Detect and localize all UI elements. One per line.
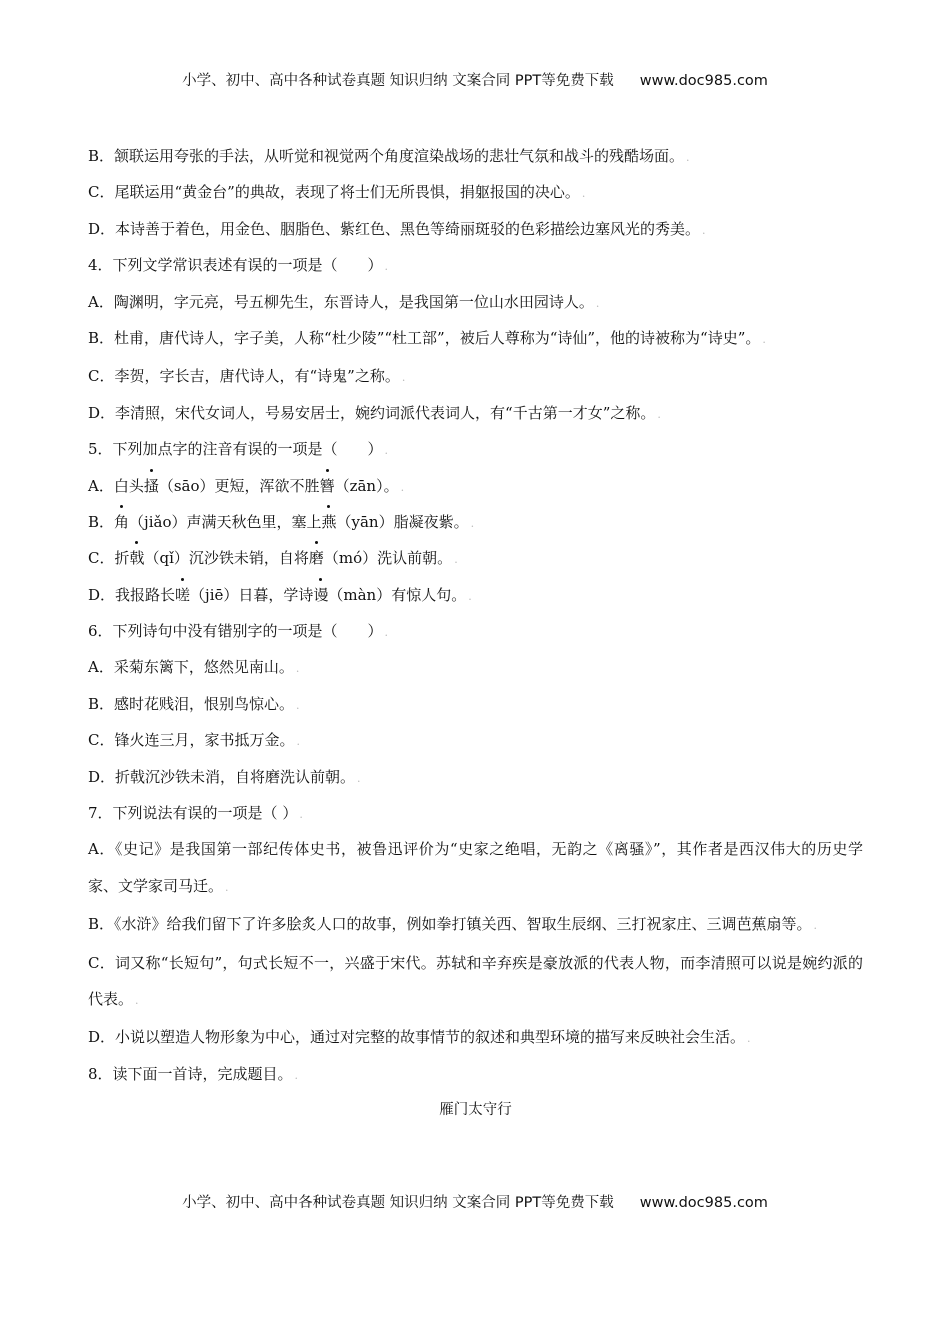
dotted-char: 戟 [129, 540, 144, 576]
q5-option-d: D．我报路长嗟（jiē）日暮，学诗谩（màn）有惊人句。 . [88, 577, 863, 613]
q5-option-c: C．折戟（qǐ）沉沙铁未销，自将磨（mó）洗认前朝。 . [88, 540, 863, 576]
q6-option-c: C．锋火连三月，家书抵万金。 . [88, 731, 300, 750]
dotted-char: 谩 [313, 577, 328, 613]
q7-option-c: C．词又称“长短句”，句式长短不一，兴盛于宋代。苏轼和辛弃疾是豪放派的代表人物，而李清照可以说是婉约派的代表。 . [88, 953, 863, 1009]
header-text: 小学、初中、高中各种试卷真题 知识归纳 文案合同 PPT等免费下载 [182, 73, 614, 89]
q7-option-b: B．《水浒》给我们留下了许多脍炙人口的故事，例如拳打镇关西、智取生辰纲、三打祝家庄、三调芭蕉扇等。 . [88, 915, 818, 934]
q3-option-d: D．本诗善于着色，用金色、胭脂色、紫红色、黑色等绮丽斑驳的色彩描绘边塞风光的秀美。 . [88, 219, 706, 238]
dotted-char: 搔 [144, 468, 159, 504]
q4-option-d: D．李清照，宋代女词人，号易安居士，婉约词派代表词人，有“千古第一才女”之称。 . [88, 403, 661, 422]
exam-content [88, 138, 863, 1129]
q4-option-c: C．李贺，字长吉，唐代诗人，有“诗鬼”之称。 . [88, 367, 406, 386]
q5-option-b: B．角（jiǎo）声满天秋色里，塞上燕（yān）脂凝夜紫。 . [88, 504, 863, 540]
q6-option-b: B．感时花贱泪，恨别鸟惊心。 . [88, 694, 300, 713]
q7-stem: 7．下列说法有误的一项是（ ） . [88, 804, 303, 823]
dotted-char: 簪 [320, 468, 335, 504]
dotted-char: 嗟 [175, 577, 190, 613]
dotted-char: 磨 [309, 540, 324, 576]
q4-stem: 4．下列文学常识表述有误的一项是（ ） . [88, 256, 389, 275]
q5-stem: 5．下列加点字的注音有误的一项是（ ） . [88, 440, 389, 459]
q6-option-d: D．折戟沉沙铁未消，自将磨洗认前朝。 . [88, 767, 361, 786]
q3-option-b: B．颔联运用夸张的手法，从听觉和视觉两个角度渲染战场的悲壮气氛和战斗的残酷场面。 . [88, 147, 690, 165]
dotted-char: 燕 [321, 504, 336, 540]
poem-title: 雁门太守行 [439, 1102, 512, 1119]
q8-stem: 8．读下面一首诗，完成题目。 . [88, 1064, 299, 1083]
dotted-char: 角 [114, 504, 129, 540]
page-header-banner [0, 69, 950, 90]
header-url[interactable]: www.doc985.com [639, 73, 768, 89]
q4-option-b: B．杜甫，唐代诗人，字子美，人称“杜少陵”“杜工部”，被后人尊称为“诗仙”，他的诗被称为“诗史”。 . [88, 328, 766, 347]
q7-option-a: A．《史记》是我国第一部纪传体史书，被鲁迅评价为“史家之绝唱，无韵之《离骚》”，其作者是西汉伟大的历史学家、文学家司马迁。 . [88, 840, 863, 895]
footer-url[interactable]: www.doc985.com [639, 1195, 768, 1211]
q7-option-d: D．小说以塑造人物形象为中心，通过对完整的故事情节的叙述和典型环境的描写来反映社会生活。 . [88, 1028, 751, 1047]
page-footer-banner [0, 1191, 950, 1212]
footer-text: 小学、初中、高中各种试卷真题 知识归纳 文案合同 PPT等免费下载 [182, 1195, 614, 1211]
q5-option-a: A．白头搔（sāo）更短，浑欲不胜簪（zān）。 . [88, 468, 863, 504]
q4-option-a: A．陶渊明，字元亮，号五柳先生，东晋诗人，是我国第一位山水田园诗人。 . [88, 292, 600, 311]
q6-stem: 6．下列诗句中没有错别字的一项是（ ） . [88, 622, 389, 641]
q6-option-a: A．采菊东篱下，悠然见南山。 . [88, 658, 300, 677]
q3-option-c: C．尾联运用“黄金台”的典故，表现了将士们无所畏惧，捐躯报国的决心。 . [88, 183, 586, 202]
